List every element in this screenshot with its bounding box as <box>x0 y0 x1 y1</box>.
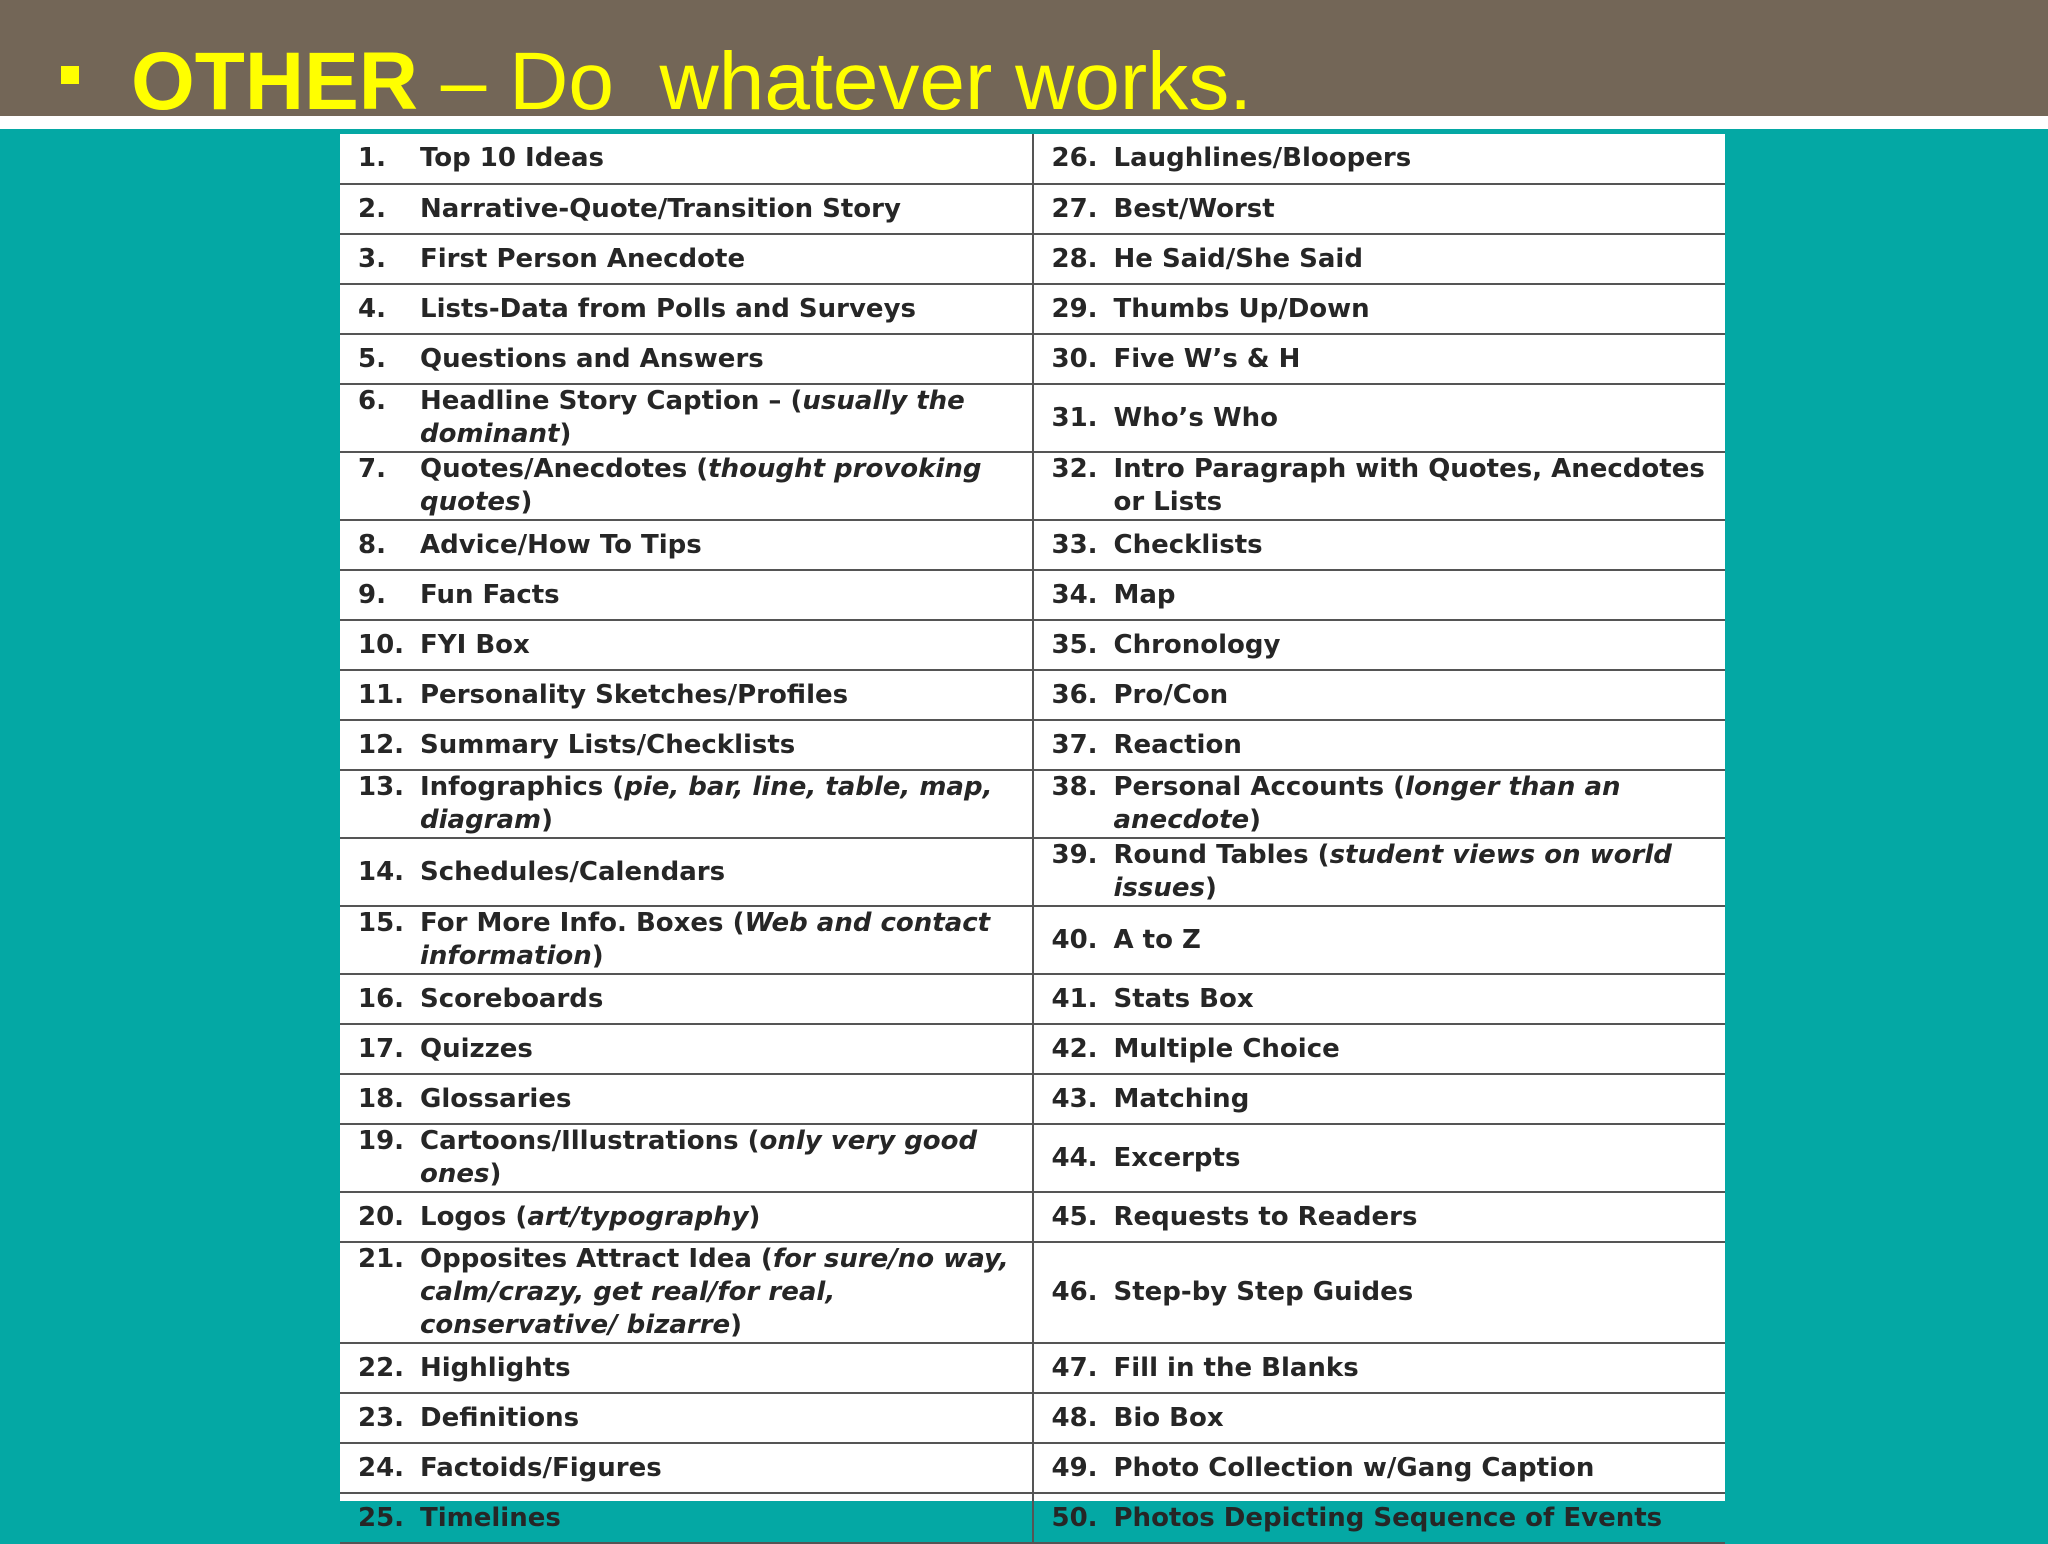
list-item <box>1033 384 1726 452</box>
item-note-close: ) <box>730 1310 743 1340</box>
item-label: FYI Box <box>420 629 530 660</box>
item-number: 6. <box>358 386 386 416</box>
list-item-content <box>358 629 1014 662</box>
list-item-content <box>358 1452 1014 1485</box>
list-item-content <box>358 1201 1014 1234</box>
list-item-content <box>1052 1201 1708 1234</box>
item-label: Headline Story Caption – ( <box>420 386 803 416</box>
item-number: 28. <box>1051 243 1098 274</box>
table-row <box>340 1124 1725 1192</box>
list-item <box>340 1192 1033 1242</box>
item-text <box>420 629 1014 662</box>
item-label: Round Tables ( <box>1113 840 1330 870</box>
table-row <box>340 234 1725 284</box>
item-text <box>1114 1352 1708 1385</box>
list-item-content <box>1052 402 1708 435</box>
item-note-close: ) <box>559 419 572 449</box>
list-item-content <box>1052 679 1708 712</box>
item-text <box>1114 1083 1708 1116</box>
item-label: Fun Facts <box>420 579 560 610</box>
item-label: Checklists <box>1113 529 1263 560</box>
list-item-content <box>1052 579 1708 612</box>
item-number: 24. <box>358 1452 405 1483</box>
item-note-close: ) <box>1249 805 1262 835</box>
item-label: Pro/Con <box>1113 679 1229 710</box>
item-label: Bio Box <box>1113 1402 1224 1433</box>
item-text <box>420 1243 1014 1342</box>
item-label: Quizzes <box>420 1033 533 1064</box>
list-item <box>340 1242 1033 1343</box>
item-label: A to Z <box>1113 924 1201 955</box>
item-text <box>1114 924 1708 957</box>
item-text <box>1114 402 1708 435</box>
item-note: longer than an anecdote <box>1113 772 1621 835</box>
table-row <box>340 384 1725 452</box>
item-label: Schedules/Calendars <box>420 856 726 887</box>
list-item-content <box>1052 243 1708 276</box>
list-item-content <box>358 343 1014 376</box>
list-item <box>1033 334 1726 384</box>
item-text <box>420 529 1014 562</box>
list-item-content <box>358 856 1014 889</box>
item-label: First Person Anecdote <box>420 243 746 274</box>
item-label: Best/Worst <box>1113 193 1275 224</box>
item-note: Web and contact information <box>420 908 991 971</box>
item-text <box>1114 729 1708 762</box>
item-number: 38. <box>1051 772 1098 802</box>
list-item <box>340 770 1033 838</box>
item-text <box>420 343 1014 376</box>
list-item <box>1033 1242 1726 1343</box>
item-number: 21. <box>358 1244 405 1274</box>
item-number: 50. <box>1051 1502 1098 1533</box>
item-text <box>420 771 1014 837</box>
item-label: Photo Collection w/Gang Caption <box>1113 1452 1595 1483</box>
list-item-content <box>358 1243 1014 1342</box>
item-number: 16. <box>358 983 405 1014</box>
item-number: 11. <box>358 679 405 710</box>
list-item <box>340 620 1033 670</box>
slide-title-emphasis: OTHER <box>131 36 418 127</box>
table-row <box>340 620 1725 670</box>
ideas-table-body <box>340 134 1725 1543</box>
item-label: Photos Depicting Sequence of Events <box>1113 1502 1663 1533</box>
item-label: Factoids/Figures <box>420 1452 662 1483</box>
item-label: Thumbs Up/Down <box>1113 293 1370 324</box>
item-number: 29. <box>1051 293 1098 324</box>
item-note-close: ) <box>748 1201 761 1232</box>
item-number: 4. <box>358 293 386 324</box>
item-note: only very good ones <box>420 1126 978 1189</box>
list-item-content <box>1052 1402 1708 1435</box>
item-number: 48. <box>1051 1402 1098 1433</box>
item-text <box>1114 679 1708 712</box>
item-note: art/typography <box>527 1201 749 1232</box>
item-number: 44. <box>1051 1142 1098 1173</box>
item-label: Multiple Choice <box>1113 1033 1340 1064</box>
list-item <box>340 284 1033 334</box>
item-number: 36. <box>1051 679 1098 710</box>
list-item <box>340 570 1033 620</box>
item-number: 19. <box>358 1126 405 1156</box>
list-item-content <box>358 1352 1014 1385</box>
item-number: 47. <box>1051 1352 1098 1383</box>
list-item <box>340 234 1033 284</box>
item-number: 10. <box>358 629 405 660</box>
list-item <box>340 1024 1033 1074</box>
table-row <box>340 1024 1725 1074</box>
list-item <box>1033 1192 1726 1242</box>
item-number: 25. <box>358 1502 405 1533</box>
table-row <box>340 974 1725 1024</box>
list-item <box>1033 452 1726 520</box>
list-item-content <box>1052 343 1708 376</box>
item-number: 13. <box>358 772 405 802</box>
item-label: Advice/How To Tips <box>420 529 702 560</box>
item-text <box>420 579 1014 612</box>
list-item <box>1033 520 1726 570</box>
item-number: 1. <box>358 143 386 173</box>
list-item-content <box>358 385 1014 451</box>
list-item-content <box>358 243 1014 276</box>
list-item-content <box>1052 193 1708 226</box>
item-number: 3. <box>358 243 386 274</box>
item-text <box>420 193 1014 226</box>
item-text <box>420 907 1014 973</box>
list-item-content <box>358 1502 1014 1535</box>
table-row <box>340 570 1725 620</box>
item-text <box>420 1502 1014 1535</box>
item-label: Laughlines/Bloopers <box>1113 143 1412 173</box>
item-note: pie, bar, line, table, map, diagram <box>420 772 993 835</box>
list-item <box>340 670 1033 720</box>
list-item-content <box>358 193 1014 226</box>
list-item-content <box>1052 839 1708 905</box>
item-text <box>1114 1452 1708 1485</box>
item-number: 5. <box>358 343 386 374</box>
list-item <box>340 1393 1033 1443</box>
item-text <box>1114 1142 1708 1175</box>
item-note-close: ) <box>520 487 533 517</box>
item-text <box>420 453 1014 519</box>
item-number: 32. <box>1051 454 1098 484</box>
list-item-content <box>358 529 1014 562</box>
table-row <box>340 770 1725 838</box>
list-item-content <box>1052 1033 1708 1066</box>
list-item-content <box>1052 1502 1708 1535</box>
item-label: Step-by Step Guides <box>1113 1277 1414 1307</box>
item-text <box>420 1402 1014 1435</box>
item-label: Top 10 Ideas <box>420 143 604 173</box>
list-item <box>340 384 1033 452</box>
item-label: Stats Box <box>1113 983 1254 1014</box>
ideas-table <box>340 134 1725 1544</box>
list-item-content <box>358 293 1014 326</box>
list-item <box>1033 134 1726 184</box>
item-text <box>1114 453 1708 519</box>
item-number: 17. <box>358 1033 405 1064</box>
item-note: thought provoking quotes <box>420 454 982 517</box>
item-number: 43. <box>1051 1083 1098 1114</box>
item-number: 41. <box>1051 983 1098 1014</box>
item-note-close: ) <box>1204 873 1217 903</box>
item-text <box>1114 243 1708 276</box>
list-item <box>1033 974 1726 1024</box>
list-item-content <box>358 142 1014 175</box>
item-number: 31. <box>1051 402 1098 433</box>
item-label: Lists-Data from Polls and Surveys <box>420 293 916 324</box>
item-number: 14. <box>358 856 405 887</box>
list-item <box>340 974 1033 1024</box>
item-label: Infographics ( <box>420 772 625 802</box>
table-row <box>340 670 1725 720</box>
item-text <box>1114 629 1708 662</box>
item-label: Personal Accounts ( <box>1113 772 1406 802</box>
item-text <box>1114 343 1708 376</box>
list-item <box>340 334 1033 384</box>
list-item <box>340 1124 1033 1192</box>
list-item <box>1033 1074 1726 1124</box>
list-item <box>340 1343 1033 1393</box>
item-label: Reaction <box>1113 729 1242 760</box>
item-note: for sure/no way, calm/crazy, get real/for real, conservative/ bizarre <box>420 1244 1009 1340</box>
item-number: 40. <box>1051 924 1098 955</box>
item-number: 30. <box>1051 343 1098 374</box>
list-item <box>1033 1443 1726 1493</box>
list-item-content <box>358 1033 1014 1066</box>
table-row <box>340 284 1725 334</box>
list-item <box>1033 284 1726 334</box>
item-label: Map <box>1113 579 1176 610</box>
table-row <box>340 906 1725 974</box>
list-item <box>340 838 1033 906</box>
list-item-content <box>358 983 1014 1016</box>
list-item-content <box>1052 924 1708 957</box>
item-label: Cartoons/Illustrations ( <box>420 1126 760 1156</box>
table-row <box>340 134 1725 184</box>
list-item <box>340 452 1033 520</box>
list-item-content <box>358 907 1014 973</box>
item-number: 37. <box>1051 729 1098 760</box>
item-label: Excerpts <box>1113 1142 1241 1173</box>
list-item <box>340 906 1033 974</box>
item-text <box>420 243 1014 276</box>
item-text <box>1114 193 1708 226</box>
item-number: 15. <box>358 908 405 938</box>
list-item-content <box>1052 1083 1708 1116</box>
item-number: 22. <box>358 1352 405 1383</box>
item-text <box>420 1452 1014 1485</box>
item-text <box>1114 293 1708 326</box>
item-text <box>1114 983 1708 1016</box>
item-text <box>1114 771 1708 837</box>
table-row <box>340 1343 1725 1393</box>
item-label: Intro Paragraph with Quotes, Anecdotes or Lists <box>1113 454 1705 517</box>
item-text <box>420 679 1014 712</box>
list-item-content <box>358 579 1014 612</box>
list-item <box>1033 720 1726 770</box>
slide-title <box>131 32 1252 132</box>
item-text <box>1114 1033 1708 1066</box>
list-item-content <box>1052 453 1708 519</box>
item-text <box>1114 1201 1708 1234</box>
item-number: 34. <box>1051 579 1098 610</box>
list-item-content <box>1052 771 1708 837</box>
list-item <box>1033 234 1726 284</box>
item-label: Glossaries <box>420 1083 572 1114</box>
table-row <box>340 838 1725 906</box>
item-label: Timelines <box>420 1502 561 1533</box>
item-label: Highlights <box>420 1352 571 1383</box>
list-item-content <box>1052 1276 1708 1309</box>
list-item <box>340 1443 1033 1493</box>
item-label: Definitions <box>420 1402 580 1433</box>
item-number: 7. <box>358 454 386 484</box>
item-text <box>1114 1502 1708 1535</box>
item-label: Narrative-Quote/Transition Story <box>420 193 901 224</box>
table-row <box>340 520 1725 570</box>
list-item <box>1033 906 1726 974</box>
list-item <box>1033 1393 1726 1443</box>
item-number: 8. <box>358 529 386 560</box>
item-label: For More Info. Boxes ( <box>420 908 745 938</box>
item-text <box>1114 579 1708 612</box>
list-item <box>1033 770 1726 838</box>
item-number: 39. <box>1051 840 1098 870</box>
list-item-content <box>358 453 1014 519</box>
item-note-close: ) <box>591 941 604 971</box>
item-number: 49. <box>1051 1452 1098 1483</box>
list-item <box>1033 1024 1726 1074</box>
list-item <box>340 520 1033 570</box>
item-label: Scoreboards <box>420 983 604 1014</box>
item-number: 26. <box>1051 143 1098 173</box>
item-number: 12. <box>358 729 405 760</box>
item-text <box>420 1201 1014 1234</box>
item-text <box>1114 529 1708 562</box>
item-label: Personality Sketches/Profiles <box>420 679 849 710</box>
table-row <box>340 1074 1725 1124</box>
list-item-content <box>1052 142 1708 175</box>
table-row <box>340 1192 1725 1242</box>
item-label: Quotes/Anecdotes ( <box>420 454 709 484</box>
list-item <box>1033 1124 1726 1192</box>
item-note-close: ) <box>541 805 554 835</box>
item-note-close: ) <box>489 1159 502 1189</box>
ideas-list-sheet <box>340 134 1725 1533</box>
item-text <box>420 856 1014 889</box>
item-number: 23. <box>358 1402 405 1433</box>
item-text <box>420 1083 1014 1116</box>
item-number: 20. <box>358 1201 405 1232</box>
table-row <box>340 1443 1725 1493</box>
table-row <box>340 1242 1725 1343</box>
list-item-content <box>1052 529 1708 562</box>
list-item-content <box>1052 1352 1708 1385</box>
list-item <box>1033 838 1726 906</box>
item-label: Matching <box>1113 1083 1250 1114</box>
list-item-content <box>1052 983 1708 1016</box>
table-row <box>340 1393 1725 1443</box>
list-item-content <box>1052 729 1708 762</box>
slide-title-rest: – Do whatever works. <box>418 36 1252 127</box>
item-text <box>420 385 1014 451</box>
item-text <box>1114 142 1708 175</box>
item-text <box>1114 1276 1708 1309</box>
list-item <box>1033 570 1726 620</box>
item-number: 18. <box>358 1083 405 1114</box>
item-number: 35. <box>1051 629 1098 660</box>
item-number: 42. <box>1051 1033 1098 1064</box>
item-label: Chronology <box>1113 629 1281 660</box>
table-row <box>340 184 1725 234</box>
item-text <box>420 142 1014 175</box>
item-label: Opposites Attract Idea ( <box>420 1244 773 1274</box>
item-number: 33. <box>1051 529 1098 560</box>
list-item <box>340 1074 1033 1124</box>
list-item <box>1033 620 1726 670</box>
list-item-content <box>358 771 1014 837</box>
table-row <box>340 334 1725 384</box>
list-item-content <box>358 1402 1014 1435</box>
table-row <box>340 720 1725 770</box>
table-row <box>340 452 1725 520</box>
item-text <box>420 729 1014 762</box>
list-item <box>340 134 1033 184</box>
item-number: 45. <box>1051 1201 1098 1232</box>
list-item-content <box>1052 1452 1708 1485</box>
list-item-content <box>1052 293 1708 326</box>
item-number: 46. <box>1051 1277 1098 1307</box>
list-item <box>1033 1343 1726 1393</box>
item-label: Who’s Who <box>1113 402 1279 433</box>
item-number: 27. <box>1051 193 1098 224</box>
item-text <box>1114 839 1708 905</box>
item-note: student views on world issues <box>1113 840 1672 903</box>
list-item <box>340 720 1033 770</box>
item-number: 9. <box>358 579 386 610</box>
list-item <box>1033 184 1726 234</box>
list-item <box>340 184 1033 234</box>
item-text <box>420 983 1014 1016</box>
item-text <box>420 1352 1014 1385</box>
list-item <box>1033 670 1726 720</box>
item-number: 2. <box>358 193 386 224</box>
item-label: Questions and Answers <box>420 343 764 374</box>
item-label: Logos ( <box>420 1201 528 1232</box>
item-label: Summary Lists/Checklists <box>420 729 796 760</box>
item-label: Five W’s & H <box>1113 343 1301 374</box>
item-label: He Said/She Said <box>1113 243 1363 274</box>
item-text <box>1114 1402 1708 1435</box>
item-text <box>420 293 1014 326</box>
list-item-content <box>1052 1142 1708 1175</box>
list-item-content <box>1052 629 1708 662</box>
list-item-content <box>358 1125 1014 1191</box>
list-item-content <box>358 679 1014 712</box>
item-text <box>420 1033 1014 1066</box>
bullet-square-icon <box>61 66 79 84</box>
item-text <box>420 1125 1014 1191</box>
list-item-content <box>358 729 1014 762</box>
item-label: Fill in the Blanks <box>1113 1352 1359 1383</box>
item-label: Requests to Readers <box>1113 1201 1418 1232</box>
item-note: usually the dominant <box>420 386 965 449</box>
list-item-content <box>358 1083 1014 1116</box>
